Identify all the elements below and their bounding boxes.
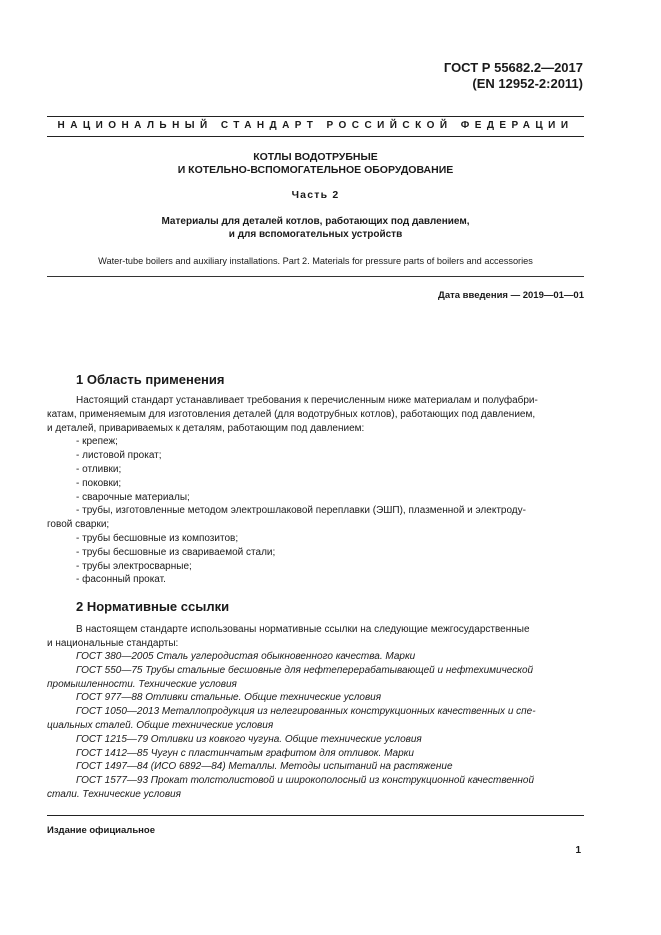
- section-2-heading: 2 Нормативные ссылки: [76, 599, 230, 614]
- page-number: 1: [575, 845, 581, 856]
- list-item: - отливки;: [76, 463, 122, 475]
- list-item: говой сварки;: [47, 519, 110, 531]
- reference-item: ГОСТ 1050—2013 Металлопродукция из нелегированных конструкционных качественных и спе-: [76, 706, 536, 718]
- section-2-line: В настоящем стандарте использованы нормативные ссылки на следующие межгосударственные: [76, 624, 530, 635]
- english-title: Water-tube boilers and auxiliary installations. Part 2. Materials for pressure parts of boilers and accessories: [98, 256, 533, 266]
- reference-item: ГОСТ 1215—79 Отливки из ковкого чугуна. Общие технические условия: [76, 733, 422, 745]
- section-1-text: [47, 394, 584, 587]
- reference-item: ГОСТ 380—2005 Сталь углеродистая обыкновенного качества. Марки: [76, 651, 416, 662]
- part-label: Часть 2: [291, 189, 340, 201]
- divider-bottom: [47, 136, 584, 137]
- reference-item: ГОСТ 1497—84 (ИСО 6892—84) Металлы. Методы испытаний на растяжение: [76, 761, 453, 773]
- footer-divider: [47, 815, 584, 816]
- divider-english: [47, 276, 584, 277]
- section-1-heading: 1 Область применения: [76, 372, 225, 387]
- list-item: - листовой прокат;: [76, 450, 162, 462]
- subtitle-line-1: Материалы для деталей котлов, работающих под давлением,: [161, 216, 470, 227]
- list-item: - трубы электросварные;: [76, 560, 192, 572]
- en-code: (EN 12952-2:2011): [472, 76, 583, 91]
- reference-item: циальных сталей. Общие технические условия: [47, 719, 274, 731]
- document-code-block: [444, 60, 583, 92]
- list-item: - трубы бесшовные из свариваемой стали;: [76, 546, 276, 558]
- reference-item: ГОСТ 1577—93 Прокат толстолистовой и широкополосный из конструкционной качественной: [76, 775, 535, 787]
- section-1-line: Настоящий стандарт устанавливает требования к перечисленным ниже материалам и полуфабри-: [76, 395, 538, 406]
- list-item: - фасонный прокат.: [76, 574, 166, 586]
- title-line-2: И КОТЕЛЬНО-ВСПОМОГАТЕЛЬНОЕ ОБОРУДОВАНИЕ: [177, 164, 454, 176]
- gost-code: ГОСТ Р 55682.2—2017: [443, 60, 583, 75]
- references-list: [47, 650, 584, 802]
- national-standard-banner: НАЦИОНАЛЬНЫЙ СТАНДАРТ РОССИЙСКОЙ ФЕДЕРАЦИИ: [57, 120, 574, 131]
- divider-top: [47, 116, 584, 117]
- list-item: - крепеж;: [76, 436, 118, 448]
- section-2-intro: [47, 623, 584, 651]
- list-item: - трубы, изготовленные методом электрошлаковой переплавки (ЭШП), плазменной и электроду-: [76, 505, 526, 517]
- section-1-line: и деталей, привариваемых к деталям, работающим под давлением:: [47, 422, 365, 434]
- title-line-1: КОТЛЫ ВОДОТРУБНЫЕ: [253, 151, 378, 163]
- reference-item: ГОСТ 1412—85 Чугун с пластинчатым графитом для отливок. Марки: [76, 747, 414, 759]
- reference-item: стали. Технические условия: [47, 788, 181, 800]
- list-item: - трубы бесшовные из композитов;: [76, 532, 239, 544]
- section-1-line: катам, применяемым для изготовления деталей (для водотрубных котлов), работающих под давлением,: [47, 408, 536, 420]
- reference-item: промышленности. Технические условия: [47, 678, 237, 690]
- list-item: - сварочные материалы;: [76, 491, 190, 503]
- reference-item: ГОСТ 977—88 Отливки стальные. Общие технические условия: [76, 692, 382, 704]
- document-subtitle: [47, 215, 584, 241]
- reference-item: ГОСТ 550—75 Трубы стальные бесшовные для нефтеперерабатывающей и нефтехимической: [76, 664, 534, 676]
- official-edition-label: Издание официальное: [47, 825, 155, 836]
- section-2-line: и национальные стандарты:: [47, 637, 179, 649]
- document-title: [47, 151, 584, 177]
- list-item: - поковки;: [76, 477, 122, 489]
- intro-date: Дата введения — 2019—01—01: [438, 290, 584, 301]
- subtitle-line-2: и для вспомогательных устройств: [228, 229, 403, 240]
